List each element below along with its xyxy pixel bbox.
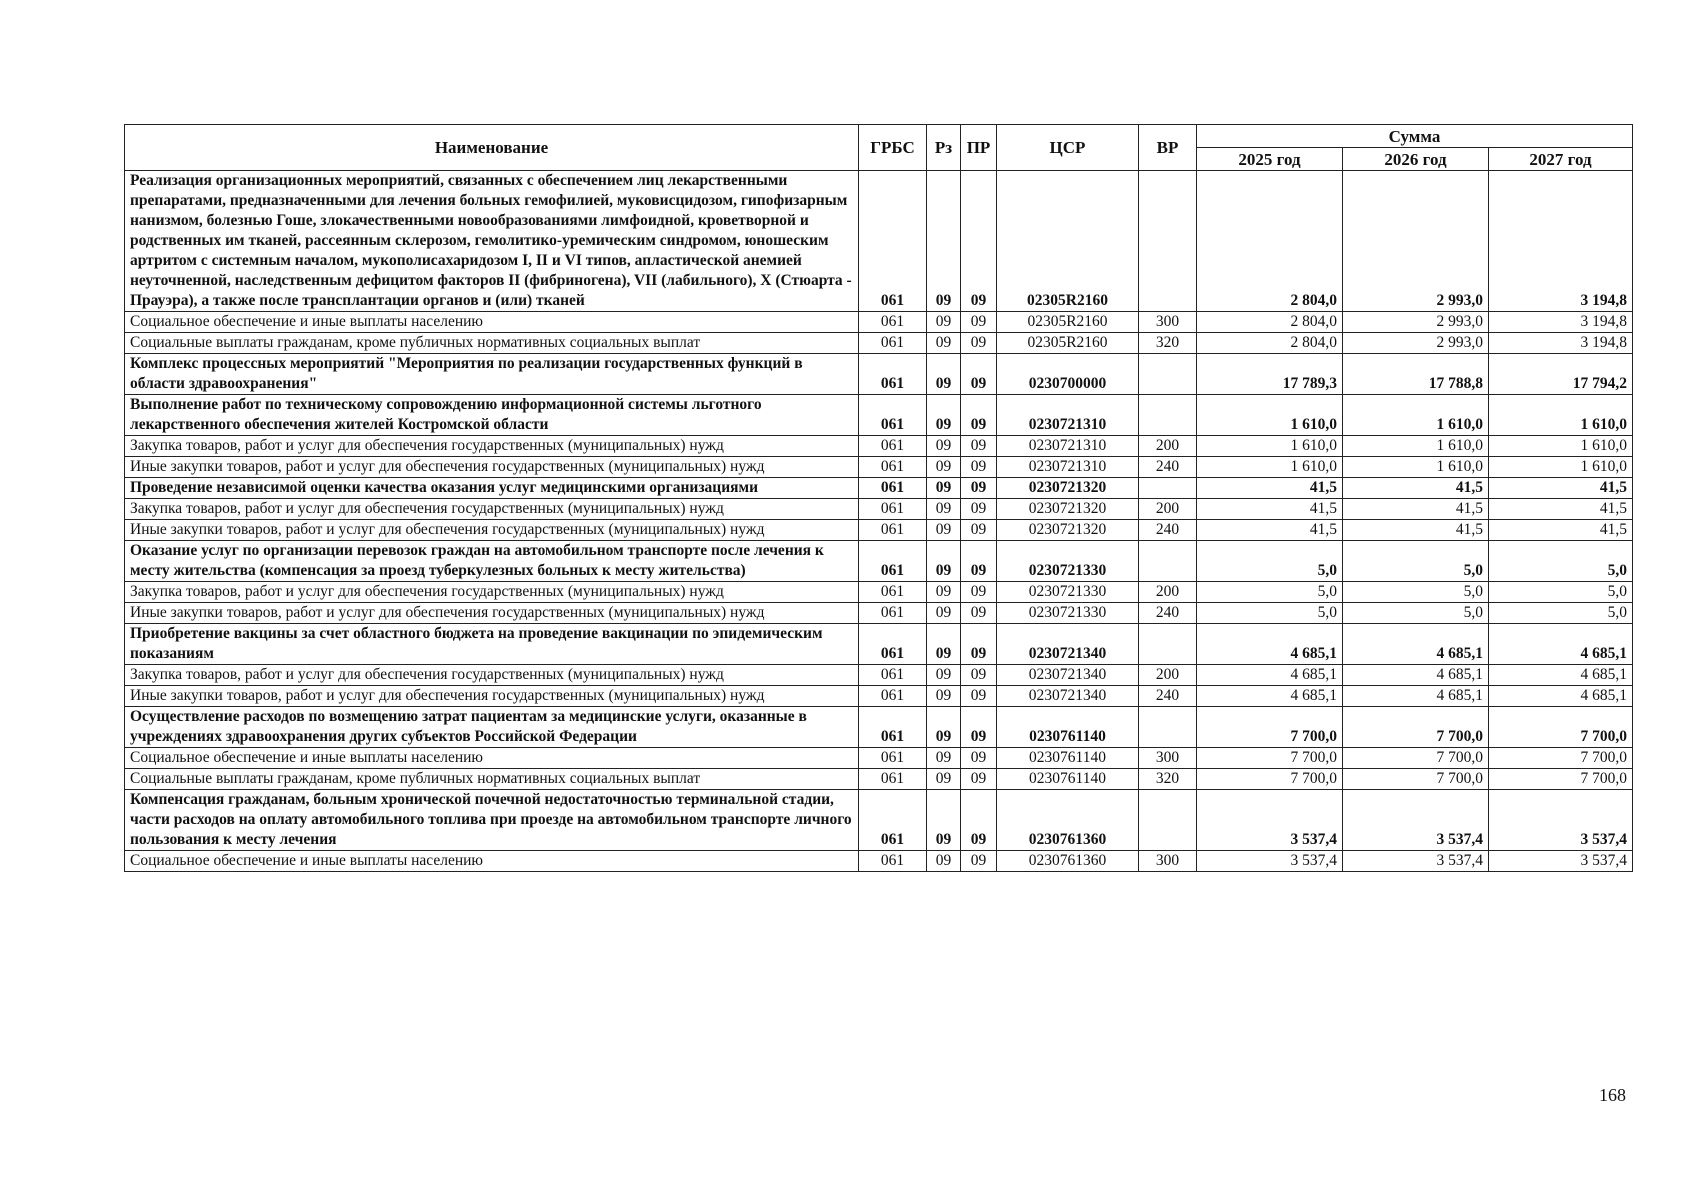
row-pr: 09 bbox=[961, 851, 997, 872]
row-rz: 09 bbox=[927, 520, 961, 541]
row-sum-2025: 1 610,0 bbox=[1197, 457, 1343, 478]
row-grbs: 061 bbox=[859, 436, 927, 457]
row-grbs: 061 bbox=[859, 499, 927, 520]
row-sum-2025: 7 700,0 bbox=[1197, 748, 1343, 769]
row-grbs: 061 bbox=[859, 851, 927, 872]
row-rz: 09 bbox=[927, 603, 961, 624]
row-pr: 09 bbox=[961, 707, 997, 748]
row-name: Закупка товаров, работ и услуг для обеспечения государственных (муниципальных) нужд bbox=[125, 499, 859, 520]
row-csr: 0230721310 bbox=[997, 436, 1139, 457]
row-name: Иные закупки товаров, работ и услуг для обеспечения государственных (муниципальных) нужд bbox=[125, 686, 859, 707]
row-rz: 09 bbox=[927, 582, 961, 603]
table-row bbox=[125, 312, 1633, 333]
row-sum-2025: 4 685,1 bbox=[1197, 686, 1343, 707]
row-vr: 200 bbox=[1139, 665, 1197, 686]
header-row bbox=[125, 125, 1633, 148]
row-rz: 09 bbox=[927, 478, 961, 499]
row-sum-2025: 41,5 bbox=[1197, 520, 1343, 541]
row-rz: 09 bbox=[927, 748, 961, 769]
row-name: Социальное обеспечение и иные выплаты населению bbox=[125, 312, 859, 333]
row-csr: 0230761140 bbox=[997, 769, 1139, 790]
row-grbs: 061 bbox=[859, 312, 927, 333]
row-sum-2027: 7 700,0 bbox=[1489, 707, 1633, 748]
row-sum-2026: 2 993,0 bbox=[1343, 312, 1489, 333]
row-pr: 09 bbox=[961, 790, 997, 851]
row-grbs: 061 bbox=[859, 748, 927, 769]
header-grbs: ГРБС bbox=[859, 125, 927, 171]
row-sum-2025: 4 685,1 bbox=[1197, 665, 1343, 686]
row-csr: 02305R2160 bbox=[997, 333, 1139, 354]
row-sum-2027: 3 194,8 bbox=[1489, 171, 1633, 312]
row-grbs: 061 bbox=[859, 457, 927, 478]
row-pr: 09 bbox=[961, 541, 997, 582]
row-name: Закупка товаров, работ и услуг для обеспечения государственных (муниципальных) нужд bbox=[125, 436, 859, 457]
row-sum-2026: 1 610,0 bbox=[1343, 436, 1489, 457]
row-sum-2026: 7 700,0 bbox=[1343, 769, 1489, 790]
row-sum-2027: 3 537,4 bbox=[1489, 851, 1633, 872]
table-row bbox=[125, 541, 1633, 582]
row-name: Социальное обеспечение и иные выплаты населению bbox=[125, 748, 859, 769]
row-csr: 0230721330 bbox=[997, 541, 1139, 582]
row-sum-2025: 2 804,0 bbox=[1197, 333, 1343, 354]
row-name: Социальные выплаты гражданам, кроме публичных нормативных социальных выплат bbox=[125, 333, 859, 354]
row-name: Оказание услуг по организации перевозок граждан на автомобильном транспорте после лечения к месту жительства (компенсация за проезд туберкулезных больных к месту жительства) bbox=[125, 541, 859, 582]
table-row bbox=[125, 582, 1633, 603]
row-name: Приобретение вакцины за счет областного бюджета на проведение вакцинации по эпидемическим показаниям bbox=[125, 624, 859, 665]
row-grbs: 061 bbox=[859, 582, 927, 603]
row-sum-2025: 5,0 bbox=[1197, 582, 1343, 603]
row-pr: 09 bbox=[961, 354, 997, 395]
row-sum-2027: 5,0 bbox=[1489, 603, 1633, 624]
row-sum-2026: 5,0 bbox=[1343, 603, 1489, 624]
row-sum-2027: 4 685,1 bbox=[1489, 686, 1633, 707]
row-sum-2025: 5,0 bbox=[1197, 541, 1343, 582]
row-csr: 0230721320 bbox=[997, 478, 1139, 499]
table-row bbox=[125, 395, 1633, 436]
row-grbs: 061 bbox=[859, 333, 927, 354]
row-csr: 0230721340 bbox=[997, 624, 1139, 665]
header-year-2026: 2026 год bbox=[1343, 148, 1489, 171]
row-sum-2026: 2 993,0 bbox=[1343, 171, 1489, 312]
row-csr: 02305R2160 bbox=[997, 171, 1139, 312]
row-grbs: 061 bbox=[859, 707, 927, 748]
row-sum-2025: 1 610,0 bbox=[1197, 436, 1343, 457]
row-sum-2025: 4 685,1 bbox=[1197, 624, 1343, 665]
table-row bbox=[125, 333, 1633, 354]
row-grbs: 061 bbox=[859, 171, 927, 312]
row-grbs: 061 bbox=[859, 769, 927, 790]
row-vr: 300 bbox=[1139, 312, 1197, 333]
table-row bbox=[125, 790, 1633, 851]
header-pr: ПР bbox=[961, 125, 997, 171]
row-rz: 09 bbox=[927, 541, 961, 582]
row-grbs: 061 bbox=[859, 478, 927, 499]
row-sum-2027: 41,5 bbox=[1489, 499, 1633, 520]
row-vr bbox=[1139, 171, 1197, 312]
row-vr: 200 bbox=[1139, 499, 1197, 520]
row-csr: 0230761140 bbox=[997, 748, 1139, 769]
row-pr: 09 bbox=[961, 457, 997, 478]
row-grbs: 061 bbox=[859, 354, 927, 395]
row-grbs: 061 bbox=[859, 686, 927, 707]
row-name: Реализация организационных мероприятий, связанных с обеспечением лиц лекарственными препаратами, предназначенными для лечения больных гемофилией, муковисцидозом, гипофизарным нанизмом, болезнью Гоше, злокачественными новообразованиями лимфоидной, кроветворной и родственных им тканей, рассеянным склерозом, гемолитико-уремическим синдромом, юношеским артритом с системным началом, мукополисахаридозом I, II и VI типов, апластической анемией неуточненной, наследственным дефицитом факторов II (фибриногена), VII (лабильного), X (Стюарта - Прауэра), а также после трансплантации органов и (или) тканей bbox=[125, 171, 859, 312]
table-row bbox=[125, 499, 1633, 520]
table-row bbox=[125, 851, 1633, 872]
row-sum-2027: 41,5 bbox=[1489, 520, 1633, 541]
row-sum-2026: 1 610,0 bbox=[1343, 395, 1489, 436]
row-pr: 09 bbox=[961, 436, 997, 457]
table-row bbox=[125, 686, 1633, 707]
row-vr: 240 bbox=[1139, 686, 1197, 707]
row-rz: 09 bbox=[927, 457, 961, 478]
row-sum-2026: 4 685,1 bbox=[1343, 686, 1489, 707]
row-sum-2027: 1 610,0 bbox=[1489, 395, 1633, 436]
row-sum-2026: 41,5 bbox=[1343, 520, 1489, 541]
row-grbs: 061 bbox=[859, 624, 927, 665]
row-sum-2026: 4 685,1 bbox=[1343, 665, 1489, 686]
row-sum-2026: 7 700,0 bbox=[1343, 748, 1489, 769]
row-sum-2027: 3 537,4 bbox=[1489, 790, 1633, 851]
row-vr: 200 bbox=[1139, 436, 1197, 457]
row-sum-2025: 41,5 bbox=[1197, 499, 1343, 520]
row-csr: 0230700000 bbox=[997, 354, 1139, 395]
row-vr: 300 bbox=[1139, 748, 1197, 769]
table-body bbox=[125, 171, 1633, 872]
row-sum-2027: 3 194,8 bbox=[1489, 333, 1633, 354]
row-sum-2026: 5,0 bbox=[1343, 541, 1489, 582]
row-sum-2026: 3 537,4 bbox=[1343, 851, 1489, 872]
row-grbs: 061 bbox=[859, 541, 927, 582]
row-name: Выполнение работ по техническому сопровождению информационной системы льготного лекарственного обеспечения жителей Костромской области bbox=[125, 395, 859, 436]
header-rz: Рз bbox=[927, 125, 961, 171]
table-row bbox=[125, 748, 1633, 769]
row-sum-2025: 2 804,0 bbox=[1197, 312, 1343, 333]
row-rz: 09 bbox=[927, 686, 961, 707]
row-pr: 09 bbox=[961, 478, 997, 499]
row-sum-2027: 5,0 bbox=[1489, 541, 1633, 582]
row-csr: 0230761360 bbox=[997, 851, 1139, 872]
row-sum-2025: 3 537,4 bbox=[1197, 790, 1343, 851]
row-sum-2025: 2 804,0 bbox=[1197, 171, 1343, 312]
row-vr: 320 bbox=[1139, 769, 1197, 790]
row-name: Компенсация гражданам, больным хронической почечной недостаточностью терминальной стадии, части расходов на оплату автомобильного топлива при проезде на автомобильном транспорте личного пользования к месту лечения bbox=[125, 790, 859, 851]
table-row bbox=[125, 478, 1633, 499]
row-sum-2027: 5,0 bbox=[1489, 582, 1633, 603]
row-grbs: 061 bbox=[859, 790, 927, 851]
row-name: Иные закупки товаров, работ и услуг для обеспечения государственных (муниципальных) нужд bbox=[125, 520, 859, 541]
row-grbs: 061 bbox=[859, 665, 927, 686]
row-pr: 09 bbox=[961, 312, 997, 333]
row-sum-2026: 41,5 bbox=[1343, 499, 1489, 520]
table-row bbox=[125, 665, 1633, 686]
row-sum-2027: 4 685,1 bbox=[1489, 665, 1633, 686]
row-vr bbox=[1139, 624, 1197, 665]
row-rz: 09 bbox=[927, 851, 961, 872]
row-sum-2025: 3 537,4 bbox=[1197, 851, 1343, 872]
row-pr: 09 bbox=[961, 582, 997, 603]
table-row bbox=[125, 436, 1633, 457]
row-rz: 09 bbox=[927, 665, 961, 686]
row-csr: 0230761140 bbox=[997, 707, 1139, 748]
row-csr: 0230721310 bbox=[997, 457, 1139, 478]
row-pr: 09 bbox=[961, 520, 997, 541]
page-number: 168 bbox=[1599, 1085, 1626, 1105]
row-pr: 09 bbox=[961, 395, 997, 436]
row-grbs: 061 bbox=[859, 520, 927, 541]
row-sum-2025: 17 789,3 bbox=[1197, 354, 1343, 395]
row-vr bbox=[1139, 707, 1197, 748]
row-name: Социальное обеспечение и иные выплаты населению bbox=[125, 851, 859, 872]
header-name: Наименование bbox=[125, 125, 859, 171]
row-sum-2025: 7 700,0 bbox=[1197, 769, 1343, 790]
row-name: Осуществление расходов по возмещению затрат пациентам за медицинские услуги, оказанные в учреждениях здравоохранения других субъектов Российской Федерации bbox=[125, 707, 859, 748]
row-rz: 09 bbox=[927, 171, 961, 312]
row-sum-2026: 7 700,0 bbox=[1343, 707, 1489, 748]
row-vr bbox=[1139, 541, 1197, 582]
row-vr: 240 bbox=[1139, 457, 1197, 478]
row-rz: 09 bbox=[927, 312, 961, 333]
row-csr: 02305R2160 bbox=[997, 312, 1139, 333]
row-csr: 0230721310 bbox=[997, 395, 1139, 436]
table-row bbox=[125, 171, 1633, 312]
table-row bbox=[125, 769, 1633, 790]
row-sum-2025: 5,0 bbox=[1197, 603, 1343, 624]
row-name: Закупка товаров, работ и услуг для обеспечения государственных (муниципальных) нужд bbox=[125, 665, 859, 686]
row-sum-2027: 41,5 bbox=[1489, 478, 1633, 499]
table-row bbox=[125, 520, 1633, 541]
row-vr bbox=[1139, 395, 1197, 436]
row-vr: 240 bbox=[1139, 520, 1197, 541]
row-csr: 0230721330 bbox=[997, 603, 1139, 624]
row-pr: 09 bbox=[961, 499, 997, 520]
row-sum-2026: 1 610,0 bbox=[1343, 457, 1489, 478]
row-rz: 09 bbox=[927, 790, 961, 851]
row-sum-2025: 7 700,0 bbox=[1197, 707, 1343, 748]
row-sum-2026: 41,5 bbox=[1343, 478, 1489, 499]
row-name: Иные закупки товаров, работ и услуг для обеспечения государственных (муниципальных) нужд bbox=[125, 603, 859, 624]
row-csr: 0230721320 bbox=[997, 499, 1139, 520]
row-csr: 0230761360 bbox=[997, 790, 1139, 851]
table-row bbox=[125, 457, 1633, 478]
row-sum-2026: 4 685,1 bbox=[1343, 624, 1489, 665]
row-rz: 09 bbox=[927, 333, 961, 354]
row-vr: 300 bbox=[1139, 851, 1197, 872]
header-year-2025: 2025 год bbox=[1197, 148, 1343, 171]
row-sum-2026: 5,0 bbox=[1343, 582, 1489, 603]
table-row bbox=[125, 707, 1633, 748]
row-csr: 0230721340 bbox=[997, 665, 1139, 686]
row-vr: 200 bbox=[1139, 582, 1197, 603]
row-vr: 240 bbox=[1139, 603, 1197, 624]
row-rz: 09 bbox=[927, 769, 961, 790]
row-pr: 09 bbox=[961, 665, 997, 686]
row-sum-2025: 1 610,0 bbox=[1197, 395, 1343, 436]
row-sum-2027: 7 700,0 bbox=[1489, 769, 1633, 790]
row-name: Проведение независимой оценки качества оказания услуг медицинскими организациями bbox=[125, 478, 859, 499]
row-rz: 09 bbox=[927, 624, 961, 665]
row-pr: 09 bbox=[961, 333, 997, 354]
row-sum-2026: 2 993,0 bbox=[1343, 333, 1489, 354]
table-row bbox=[125, 603, 1633, 624]
row-pr: 09 bbox=[961, 603, 997, 624]
row-rz: 09 bbox=[927, 436, 961, 457]
row-grbs: 061 bbox=[859, 395, 927, 436]
row-sum-2027: 1 610,0 bbox=[1489, 436, 1633, 457]
row-rz: 09 bbox=[927, 499, 961, 520]
row-name: Социальные выплаты гражданам, кроме публичных нормативных социальных выплат bbox=[125, 769, 859, 790]
header-csr: ЦСР bbox=[997, 125, 1139, 171]
row-sum-2027: 7 700,0 bbox=[1489, 748, 1633, 769]
header-year-2027: 2027 год bbox=[1489, 148, 1633, 171]
row-rz: 09 bbox=[927, 395, 961, 436]
row-vr bbox=[1139, 790, 1197, 851]
row-name: Комплекс процессных мероприятий "Мероприятия по реализации государственных функций в области здравоохранения" bbox=[125, 354, 859, 395]
table-row bbox=[125, 354, 1633, 395]
row-rz: 09 bbox=[927, 707, 961, 748]
budget-table bbox=[124, 124, 1633, 872]
row-sum-2025: 41,5 bbox=[1197, 478, 1343, 499]
row-pr: 09 bbox=[961, 769, 997, 790]
row-pr: 09 bbox=[961, 624, 997, 665]
row-rz: 09 bbox=[927, 354, 961, 395]
row-pr: 09 bbox=[961, 748, 997, 769]
row-sum-2027: 17 794,2 bbox=[1489, 354, 1633, 395]
row-sum-2027: 4 685,1 bbox=[1489, 624, 1633, 665]
header-sum: Сумма bbox=[1197, 125, 1633, 148]
row-name: Иные закупки товаров, работ и услуг для обеспечения государственных (муниципальных) нужд bbox=[125, 457, 859, 478]
row-csr: 0230721320 bbox=[997, 520, 1139, 541]
row-pr: 09 bbox=[961, 171, 997, 312]
row-grbs: 061 bbox=[859, 603, 927, 624]
row-name: Закупка товаров, работ и услуг для обеспечения государственных (муниципальных) нужд bbox=[125, 582, 859, 603]
table-row bbox=[125, 624, 1633, 665]
row-vr bbox=[1139, 354, 1197, 395]
row-sum-2026: 3 537,4 bbox=[1343, 790, 1489, 851]
row-pr: 09 bbox=[961, 686, 997, 707]
row-sum-2027: 1 610,0 bbox=[1489, 457, 1633, 478]
row-csr: 0230721330 bbox=[997, 582, 1139, 603]
row-vr bbox=[1139, 478, 1197, 499]
row-vr: 320 bbox=[1139, 333, 1197, 354]
row-sum-2026: 17 788,8 bbox=[1343, 354, 1489, 395]
row-sum-2027: 3 194,8 bbox=[1489, 312, 1633, 333]
row-csr: 0230721340 bbox=[997, 686, 1139, 707]
header-vr: ВР bbox=[1139, 125, 1197, 171]
